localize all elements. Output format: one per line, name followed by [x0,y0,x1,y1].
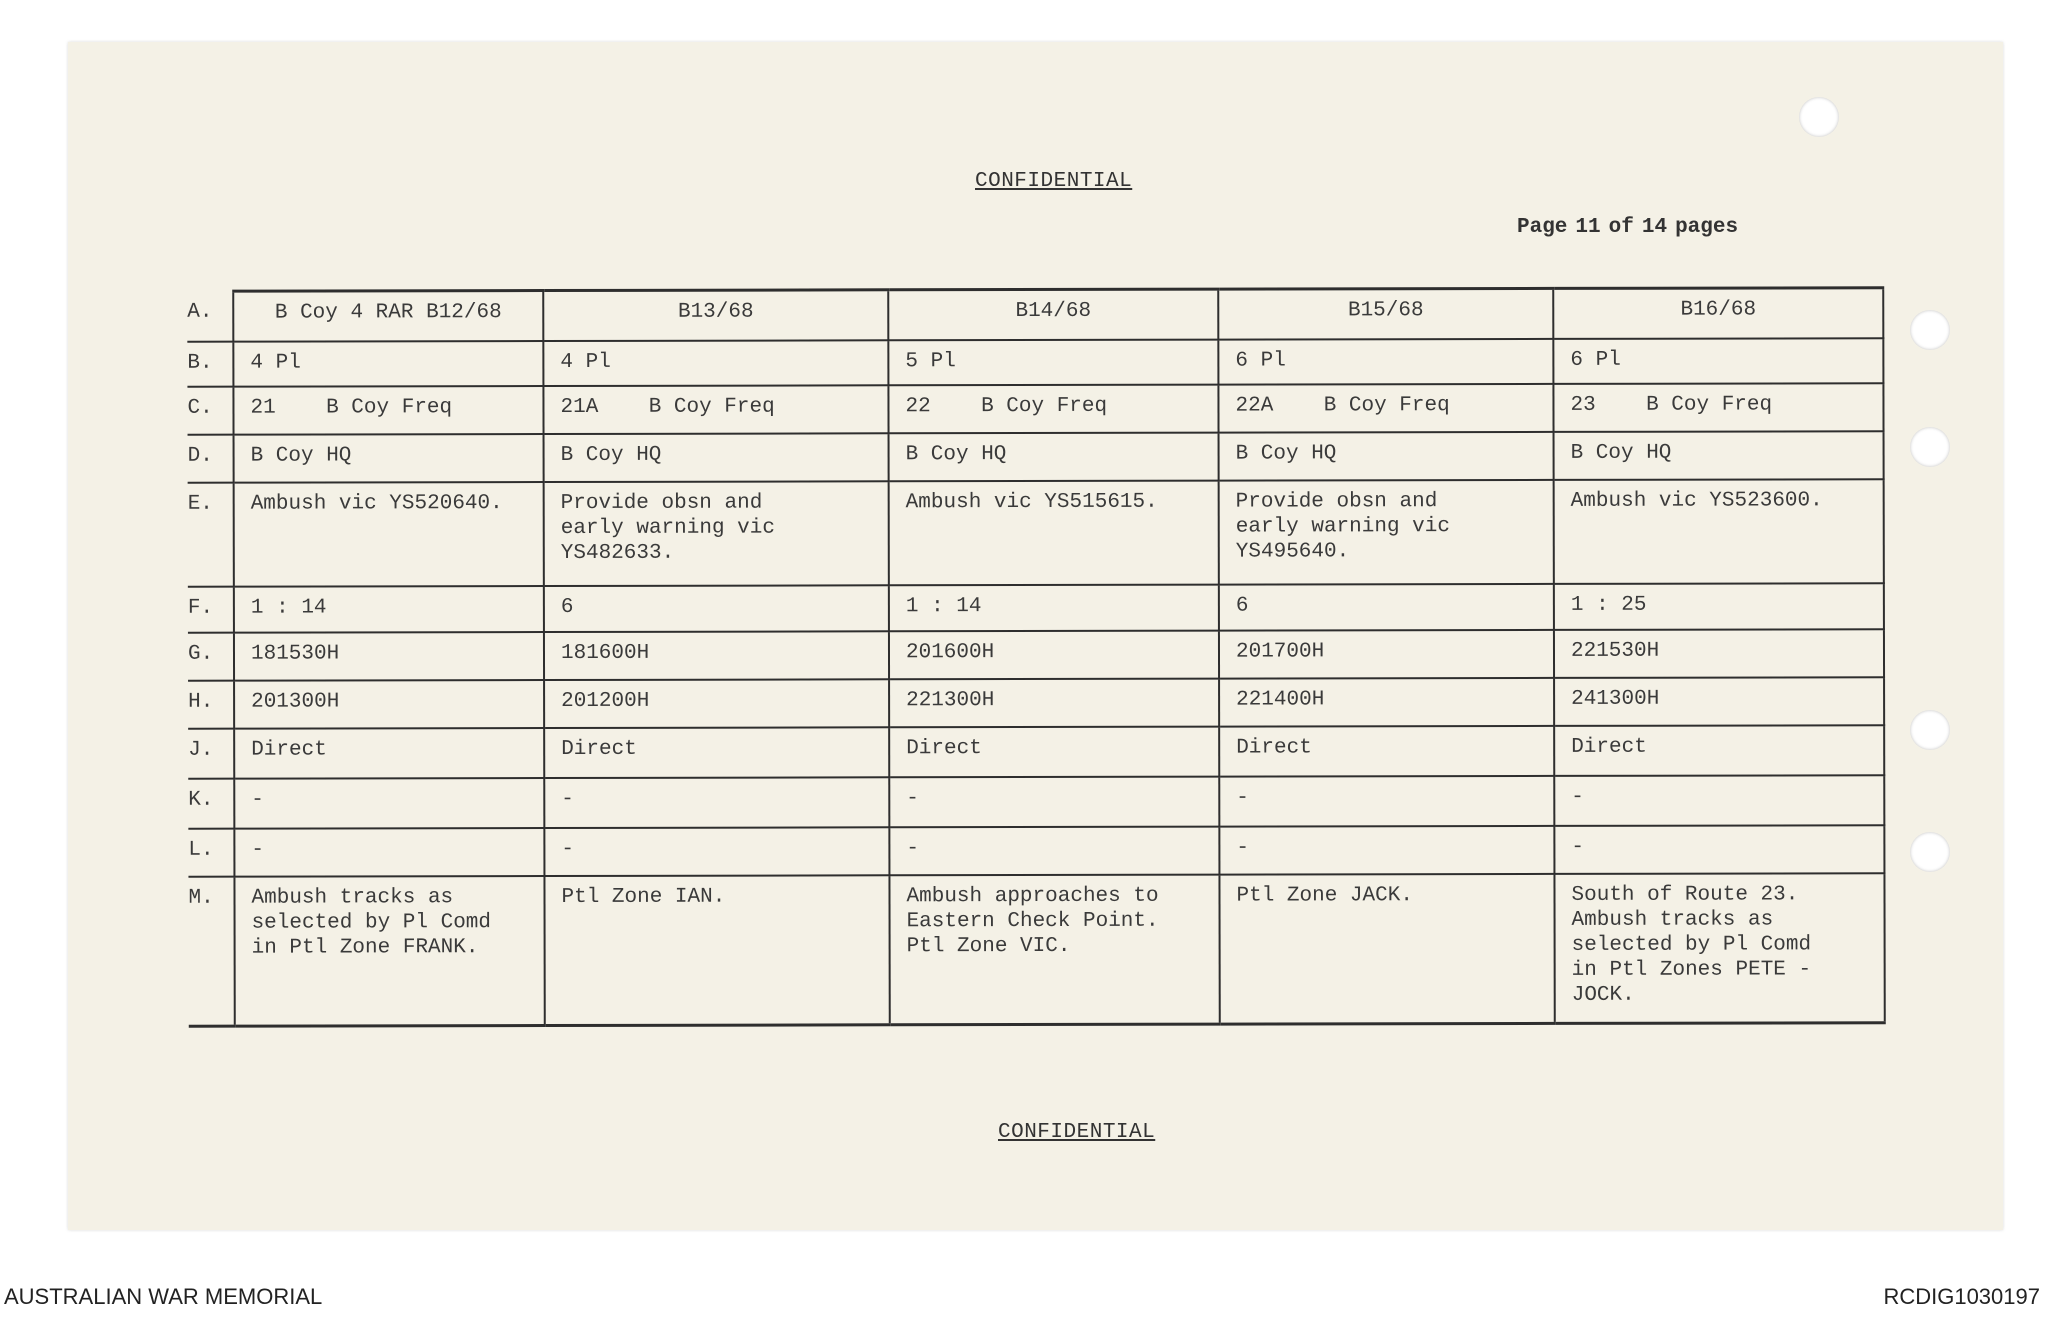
row-label: D. [188,434,234,482]
table-cell: 1 : 14 [234,586,544,633]
table-cell: Direct [234,728,544,779]
table-cell: - [1219,775,1554,826]
table-cell: 22 B Coy Freq [888,384,1218,433]
table-cell: Direct [544,727,889,778]
table-row [188,725,1884,779]
page-number: Page 11 of 14 pages [1517,216,1739,239]
table-cell: B Coy 4 RAR B12/68 [233,291,543,342]
table-cell: Provide obsn and early warning vic YS482633. [544,481,889,586]
table-cell: 4 Pl [543,340,888,386]
table-cell: - [889,826,1219,875]
table-cell: B13/68 [543,290,888,341]
row-label: L. [188,828,234,876]
footer-classification: CONFIDENTIAL [998,1121,1156,1144]
table-cell: B14/68 [888,289,1218,340]
table-cell: 221300H [889,678,1219,727]
table-cell: Ambush vic YS520640. [234,482,544,587]
table-cell: B16/68 [1553,288,1883,339]
table-row [188,775,1884,829]
table-row [188,677,1884,729]
table-cell: B15/68 [1218,288,1553,339]
table-cell: 23 B Coy Freq [1553,383,1883,432]
table-cell: B Coy HQ [1219,431,1554,480]
row-label: H. [188,680,234,728]
table-cell: B Coy HQ [544,433,889,482]
row-label: B. [187,341,233,386]
table-cell: Ambush approaches to Eastern Check Point. Ptl Zone VIC. [889,874,1219,1025]
table-cell: Ptl Zone IAN. [544,875,889,1026]
row-label: C. [187,386,233,434]
table-cell: 22A B Coy Freq [1218,383,1553,432]
table-cell: - [1219,825,1554,874]
table-cell: Ambush tracks as selected by Pl Comd in Ptl Zone FRANK. [234,876,544,1027]
table-row [188,479,1884,587]
table-cell: 1 : 25 [1554,583,1884,630]
table-cell: 6 Pl [1553,338,1883,384]
table-cell: 201300H [234,680,544,729]
header-classification: CONFIDENTIAL [975,170,1133,193]
table-row [188,583,1884,633]
table-cell: B Coy HQ [1554,431,1884,480]
table-cell: Ambush vic YS523600. [1554,479,1884,584]
table-cell: 201200H [544,679,889,728]
table-cell: - [234,778,544,829]
table-cell: - [234,828,544,877]
table-cell: 201700H [1219,629,1554,678]
punch-hole [1799,97,1839,137]
row-label: F. [188,586,234,632]
image-id-watermark: RCDIG1030197 [1883,1284,2040,1309]
row-label: K. [188,778,234,828]
table-cell: 6 Pl [1218,338,1553,384]
table-cell: 221400H [1219,677,1554,726]
table-row [187,288,1883,342]
table-cell: B Coy HQ [889,432,1219,481]
table-cell: - [544,777,889,828]
table-cell: South of Route 23. Ambush tracks as selected by Pl Comd in Ptl Zones PETE - JOCK. [1554,873,1884,1024]
table-cell: - [1554,825,1884,874]
row-label: J. [188,728,234,778]
table-cell: Ambush vic YS515615. [889,480,1219,585]
table-cell: 181530H [234,632,544,681]
table-cell: 181600H [544,631,889,680]
row-label: E. [188,482,234,586]
table-cell: 21 B Coy Freq [233,386,543,435]
table-cell: Ptl Zone JACK. [1219,873,1554,1024]
table-cell: 6 [544,585,889,632]
table-cell: 201600H [889,630,1219,679]
table-row [187,338,1883,387]
table-row [187,383,1883,435]
table-cell: Direct [889,726,1219,777]
table-cell: - [1554,775,1884,826]
table-cell: - [544,827,889,876]
table-cell: 21A B Coy Freq [543,385,888,434]
table-cell: - [889,776,1219,827]
table-row [188,873,1884,1027]
table-cell: 6 [1219,583,1554,630]
table-cell: 4 Pl [233,341,543,387]
table-cell: Direct [1219,725,1554,776]
table-cell: 241300H [1554,677,1884,726]
table-cell: B Coy HQ [234,434,544,483]
table-cell: 5 Pl [888,339,1218,385]
table-cell: 221530H [1554,629,1884,678]
binder-hole [1910,310,1950,350]
patrol-table [187,286,1886,1028]
row-label: G. [188,632,234,680]
row-label: A. [187,291,233,341]
table-row [188,629,1884,681]
table-row [188,825,1884,877]
institution-watermark: AUSTRALIAN WAR MEMORIAL [4,1284,323,1309]
table-cell: Direct [1554,725,1884,776]
binder-hole [1910,832,1950,872]
table-cell: 1 : 14 [889,584,1219,631]
table-cell: Provide obsn and early warning vic YS495640. [1219,479,1554,584]
binder-hole [1910,710,1950,750]
row-label: M. [188,876,234,1026]
table-row [188,431,1884,483]
binder-hole [1910,427,1950,467]
